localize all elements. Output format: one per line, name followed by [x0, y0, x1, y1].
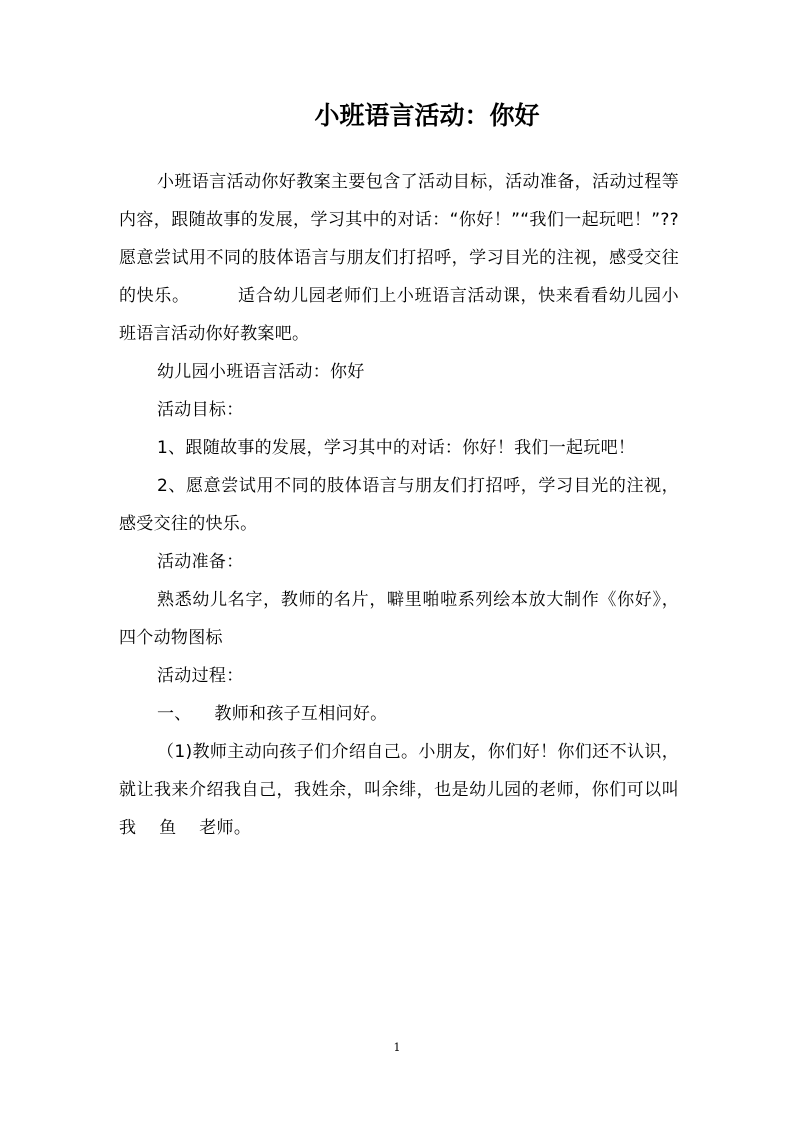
- preparation-text: 熟悉幼儿名字，教师的名片，噼里啪啦系列绘本放大制作《你好》，四个动物图标: [119, 590, 679, 648]
- page-number: 1: [393, 1041, 401, 1054]
- goals-heading: 活动目标：: [157, 400, 244, 420]
- document-body: [119, 163, 679, 847]
- goal-item: 1、跟随故事的发展，学习其中的对话：你好！我们一起玩吧！: [157, 438, 636, 458]
- preparation-heading: 活动准备：: [157, 552, 244, 572]
- section-heading: 幼儿园小班语言活动：你好: [157, 362, 365, 382]
- goal-item: 2、愿意尝试用不同的肢体语言与朋友们打招呼，学习目光的注视，感受交往的快乐。: [119, 476, 679, 534]
- process-step: 一、 教师和孩子互相问好。: [157, 704, 388, 724]
- document-title: 小班语言活动：你好: [314, 101, 540, 130]
- process-substep: （1)教师主动向孩子们介绍自己。小朋友，你们好！你们还不认识，就让我来介绍我自己，我姓余，叫余绯，也是幼儿园的老师，你们可以叫我 鱼 老师。: [119, 742, 679, 838]
- intro-paragraph: 小班语言活动你好教案主要包含了活动目标，活动准备，活动过程等内容，跟随故事的发展，学习其中的对话：“你好！”“我们一起玩吧！”??愿意尝试用不同的肢体语言与朋友们打招呼，学习目光的注视，感受交往的快乐。 适合幼儿园老师们上小班语言活动课，快来看看幼儿园小班语言活动你好教案吧。: [119, 172, 679, 344]
- process-heading: 活动过程：: [157, 666, 244, 686]
